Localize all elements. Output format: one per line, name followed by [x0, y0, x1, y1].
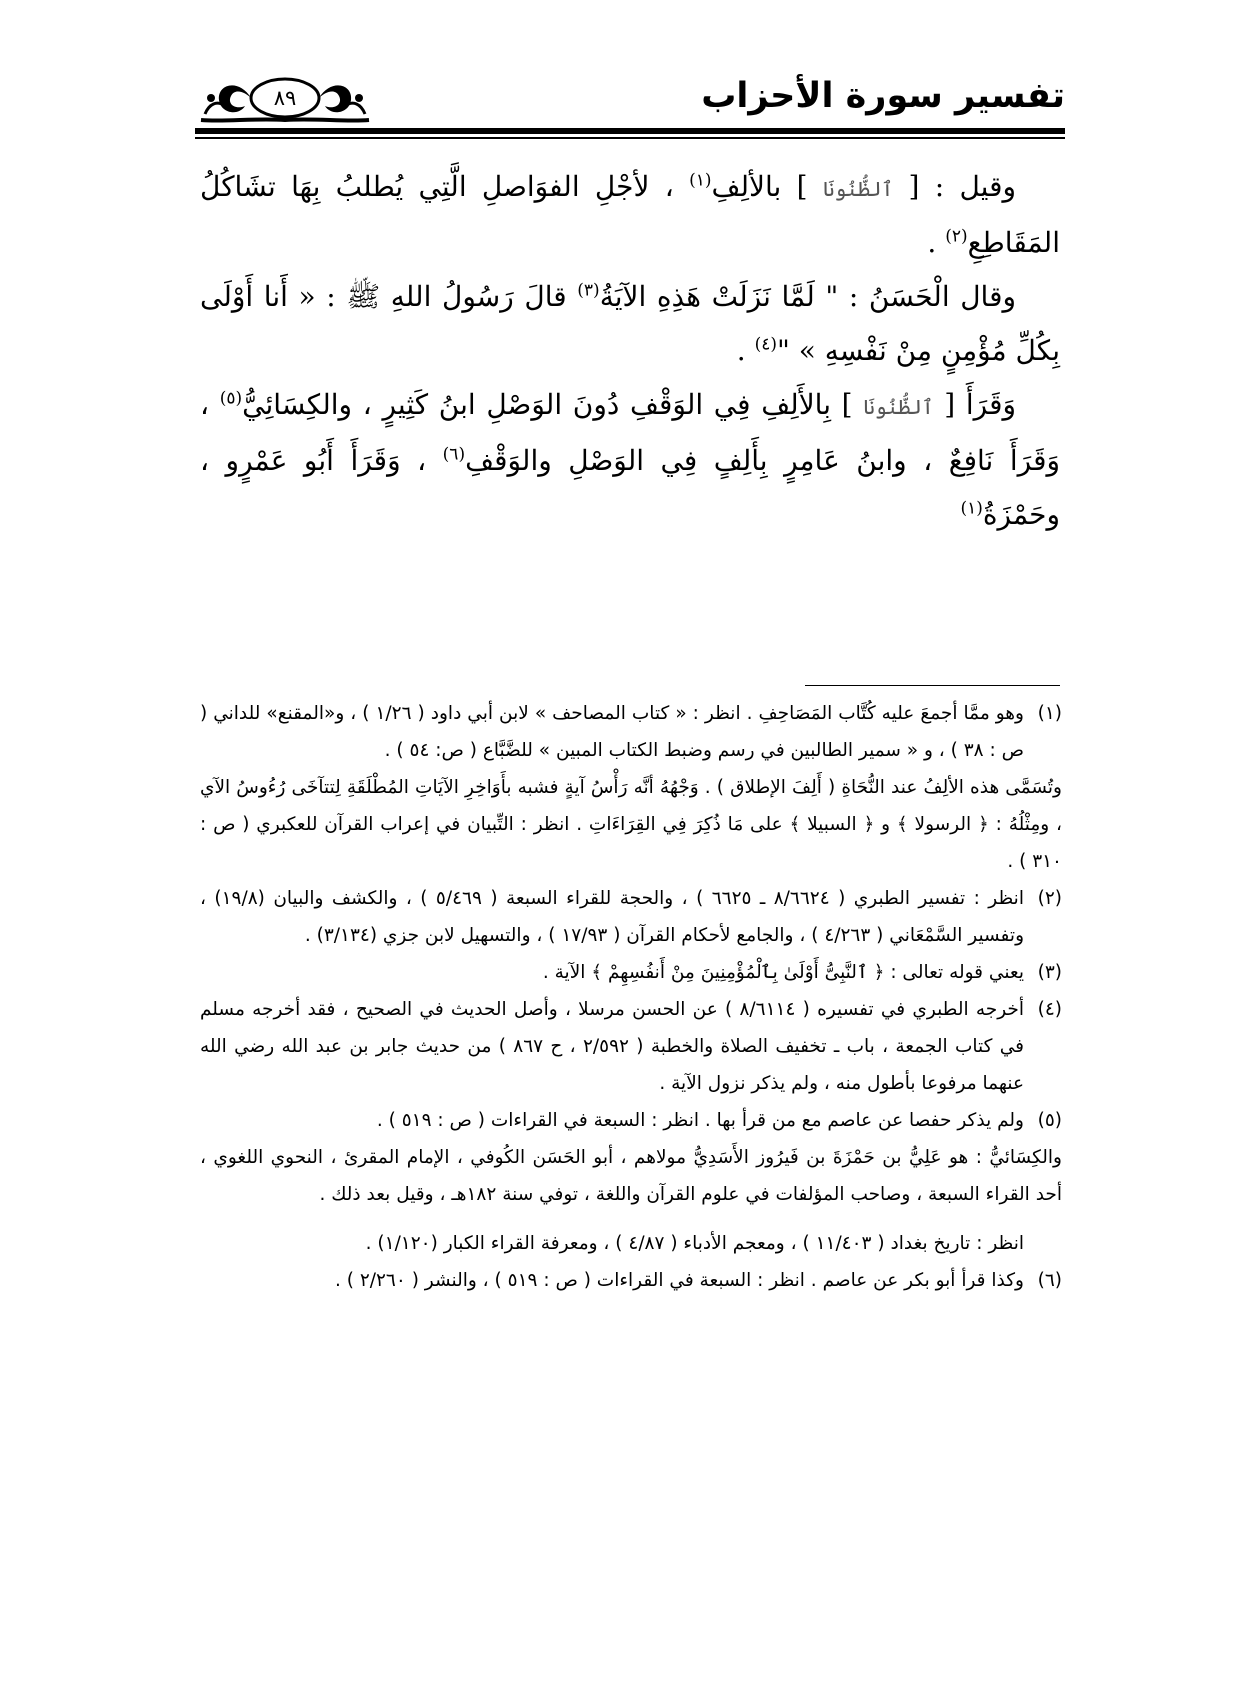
footnote-ref[interactable]: (٢)	[945, 226, 968, 247]
footnote-1-continuation: وتُسَمَّى هذه الألِفُ عند النُّحَاةِ ( أَلِفَ الإطلاق ) . وَجْهُهُ أنَّه رَأْسُ آيةٍ فشبه بأَوَاخِرِ الآيَاتِ المُطْلَقَةِ لِتتآخَى رُءُوسُ الآي ، ومِثْلُهُ : ﴿ الرسولا ﴾ و ﴿ السبيلا ﴾ على مَا ذُكِرَ فِي القِرَاءَاتِ . انظر : التِّبيان في إعراب القرآن للعكبري ( ص : ٣١٠ ) .	[200, 777, 1062, 872]
paragraph-2: وقال الْحَسَنُ : " لَمَّا نَزَلَتْ هَذِهِ الآيَةُ$^{(٣)}$ قالَ رَسُولُ اللهِ ﷺ : « أَنا أَوْلَى بِكُلِّ مُؤْمِنٍ مِنْ نَفْسِهِ » "$^{(٤)}$ .	[200, 280, 1060, 367]
footnote-4: (٤) أخرجه الطبري في تفسيره ( ٨/٦١١٤ ) عن الحسن مرسلا ، وأصل الحديث في الصحيح ، فقد أخرجه مسلم في كتاب الجمعة ، باب ـ تخفيف الصلاة والخطبة ( ٢/٥٩٢ ، ح ٨٦٧ ) من حديث جابر بن عبد الله رضي الله عنهما مرفوعا بأطول منه ، ولم يذكر نزول الآية .	[200, 999, 1062, 1094]
footnote-3: (٣) يعني قوله تعالى : ﴿ ٱلنَّبِىُّ أَوْلَىٰ بِٱلْمُؤْمِنِينَ مِنْ أَنفُسِهِمْ ﴾ الآية .	[542, 962, 1062, 983]
book-title: تفسير سورة الأحزاب	[701, 76, 1065, 116]
footnote-ref[interactable]: (٤)	[754, 334, 777, 355]
header-rule-thin	[195, 137, 1065, 139]
header-rule-thick	[195, 128, 1065, 134]
footnote-1: (١) وهو ممَّا أجمعَ عليه كُتَّاب المَصَاحِفِ . انظر : « كتاب المصاحف » لابن أبي داود ( ١/٢٦ ) ، و«المقنع» للداني ( ص : ٣٨ ) ، و « سمير الطالبين في رسم وضبط الكتاب المبين » للضَّبَّاع ( ص: ٥٤ ) .	[200, 703, 1062, 761]
paragraph-1: وقيل : [ ٱلظُّنُونَا ] بالألِفِ$^{(١)}$ ، لأجْلِ الفوَاصلِ الَّتِي يُطلبُ بِهَا تشَاكُلُ المَقَاطِعِ$^{(٢)}$ .	[200, 170, 1060, 259]
quranic-word: ٱلظُّنُونَا	[822, 177, 894, 201]
footnote-separator	[805, 685, 1060, 686]
main-text	[200, 160, 1060, 542]
footnote-ref[interactable]: (٥)	[219, 388, 243, 409]
spacer	[200, 1213, 1062, 1225]
footnote-5: (٥) ولم يذكر حفصا عن عاصم مع من قرأ بها . انظر : السبعة في القراءات ( ص : ٥١٩ ) .	[376, 1110, 1062, 1131]
footnote-6: (٦) وكذا قرأ أبو بكر عن عاصم . انظر : السبعة في القراءات ( ص : ٥١٩ ) ، والنشر ( ٢/٢٦٠ ) .	[334, 1270, 1062, 1291]
page-number: ٨٩	[273, 86, 297, 110]
footnote-ref[interactable]: (١)	[960, 498, 983, 519]
footnotes	[200, 695, 1062, 1299]
quranic-word: ٱلظُّنُونَا	[863, 395, 934, 419]
paragraph-3: وَقَرَأَ [ ٱلظُّنُونَا ] بِالأَلِفِ فِي الوَقْفِ دُونَ الوَصْلِ ابنُ كَثِيرٍ ، والكِسَائِيُّ$^{(٥)}$ ، وَقَرَأَ نَافِعٌ ، وابنُ عَامِرٍ بِأَلِفٍ فِي الوَصْلِ والوَقْفِ$^{(٦)}$ ، وَقَرَأَ أَبُو عَمْرٍو ، وحَمْزَةُ$^{(١)}$	[200, 388, 1060, 531]
footnote-5-references: انظر : تاريخ بغداد ( ١١/٤٠٣ ) ، ومعجم الأدباء ( ٤/٨٧ ) ، ومعرفة القراء الكبار (١/١٢٠) .	[365, 1233, 1024, 1254]
footnote-2: (٢) انظر : تفسير الطبري ( ٨/٦٦٢٤ ـ ٦٦٢٥ ) ، والحجة للقراء السبعة ( ٥/٤٦٩ ) ، والكشف والبيان (١٩/٨) ، وتفسير السَّمْعَاني ( ٤/٢٦٣ ) ، والجامع لأحكام القرآن ( ١٧/٩٣ ) ، والتسهيل لابن جزي (٣/١٣٤) .	[200, 888, 1062, 946]
footnote-ref[interactable]: (١)	[689, 170, 712, 191]
footnote-ref[interactable]: (٦)	[442, 444, 466, 465]
footnote-ref[interactable]: (٣)	[577, 280, 600, 301]
footnote-5-continuation: والكِسَائيُّ : هو عَلِيُّ بن حَمْزَةَ بن فَيرُوز الأَسَدِيُّ مولاهم ، أبو الحَسَن الكُوفي ، الإمام المقرئ ، النحوي اللغوي ، أحد القراء السبعة ، وصاحب المؤلفات في علوم القرآن واللغة ، توفي سنة ١٨٢هـ ، وقيل بعد ذلك .	[200, 1147, 1062, 1205]
